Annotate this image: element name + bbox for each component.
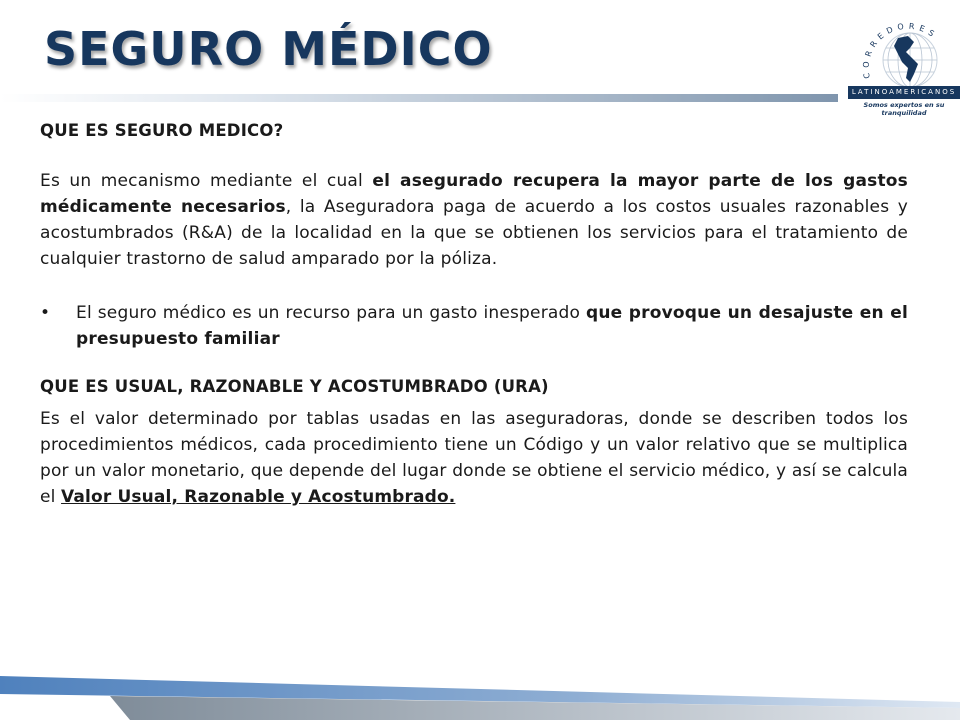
bottom-decorative-band [0, 660, 960, 720]
section-heading-ura: QUE ES USUAL, RAZONABLE Y ACOSTUMBRADO (URA) [40, 377, 549, 396]
company-logo [848, 18, 960, 122]
title-underline-bar [0, 94, 838, 102]
page-title: SEGURO MÉDICO [44, 22, 493, 76]
logo-band [848, 86, 960, 99]
main-content [40, 118, 908, 510]
bullet-item: • El seguro médico es un recurso para un gasto inesperado que provoque un desajuste en el presupuesto familiar [40, 300, 908, 352]
paragraph-ura: Es el valor determinado por tablas usadas en las aseguradoras, donde se describen todos los procedimientos médicos, cada procedimiento tiene un Código y un valor relativo que se multiplica por un valor monetario, que depende del lugar donde se obtiene el servicio médico, y así se calcula el Valor Usual, Razonable y Acostumbrado. [40, 409, 908, 507]
logo-tagline: Somos expertos en su tranquilidad [863, 101, 945, 117]
bullet-icon: • [40, 303, 51, 323]
paragraph-definition: Es un mecanismo mediante el cual el asegurado recupera la mayor parte de los gastos médicamente necesarios, la Aseguradora paga de acuerdo a los costos usuales razonables y acostumbrados (R&A) de la localidad en la que se obtienen los servicios para el tratamiento de cualquier trastorno de salud amparado por la póliza. [40, 171, 908, 269]
logo-arc-text: C O R R E D O R E S [861, 21, 937, 80]
section-heading-seguro: QUE ES SEGURO MEDICO? [40, 121, 284, 140]
logo-band-text: LATINOAMERICANOS [851, 88, 957, 96]
valor-usual-link[interactable]: Valor Usual, Razonable y Acostumbrado. [61, 487, 456, 507]
